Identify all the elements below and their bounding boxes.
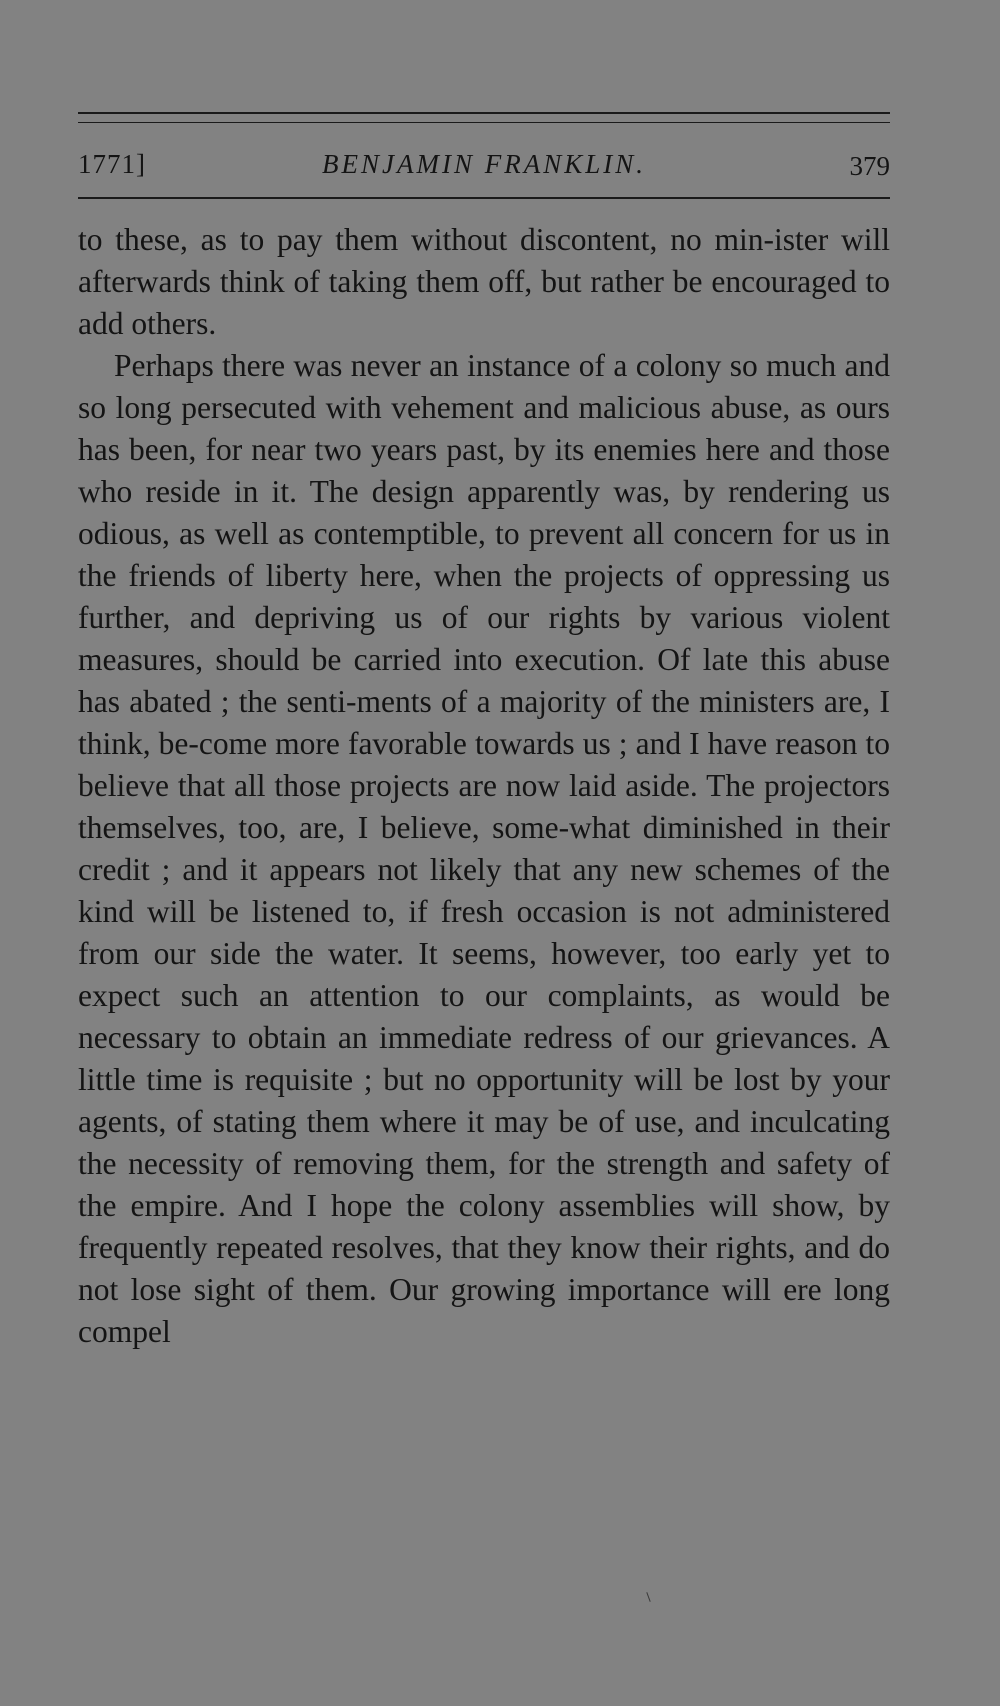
paragraph-continued: to these, as to pay them without discontent, no min-ister will afterwards think of taking them off, but rather be encouraged to add others.: [78, 222, 890, 341]
paragraph-main: Perhaps there was never an instance of a colony so much and so long persecuted with vehement and malicious abuse, as ours has been, for near two years past, by its enemies here and those who reside in it. The design apparently was, by rendering us odious, as well as contemptible, to prevent all concern for us in the friends of liberty here, when the projects of oppressing us further, and depriving us of our rights by various violent measures, should be carried into execution. Of late this abuse has abated ; the senti-ments of a majority of the ministers are, I think, be-come more favorable towards us ; and I have reason to believe that all those projects are now laid aside. The projectors themselves, too, are, I believe, some-what diminished in their credit ; and it appears not likely that any new schemes of the kind will be listened to, if fresh occasion is not administered from our side the water. It seems, however, too early yet to expect such an attention to our complaints, as would be necessary to obtain an immediate redress of our grievances. A little time is requisite ; but no opportunity will be lost by your agents, of stating them where it may be of use, and inculcating the necessity of removing them, for the strength and safety of the empire. And I hope the colony assemblies will show, by frequently repeated resolves, that they know their rights, and do not lose sight of them. Our growing importance will ere long compel: [78, 348, 890, 1349]
running-header: [78, 139, 890, 189]
book-page: [78, 112, 890, 1353]
header-double-rule-bottom: [78, 122, 890, 123]
page-number: 379: [849, 151, 890, 181]
header-double-rule-top: [78, 112, 890, 114]
header-year: 1771]: [78, 149, 146, 179]
body-text: [78, 219, 890, 1353]
stray-ink-mark: [646, 1592, 650, 1602]
header-underline-rule: [78, 197, 890, 199]
running-title: BENJAMIN FRANKLIN.: [322, 149, 646, 179]
